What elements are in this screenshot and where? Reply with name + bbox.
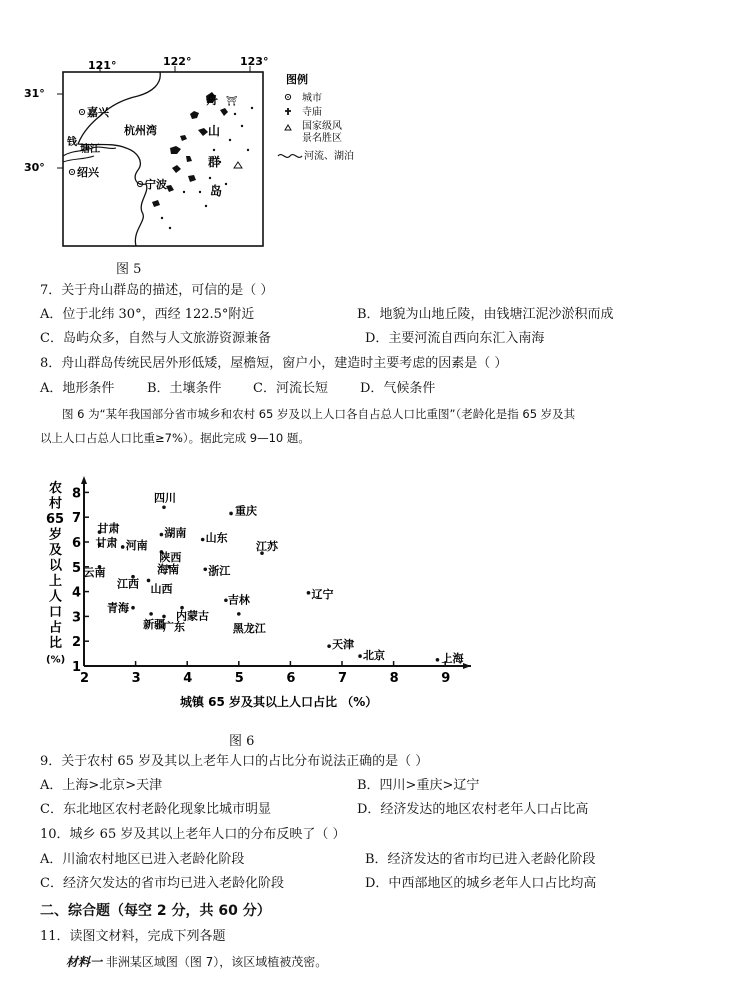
point-label-浙江: 浙江 [208,564,231,578]
point-广东 [162,615,166,619]
y-axis-label-char: 上 [49,574,63,589]
y-tick-label: 7 [72,511,82,527]
x-tick-label: 7 [338,671,348,686]
x-tick-label: 4 [183,671,193,686]
point-山东 [201,538,205,542]
q8-stem: 8．舟山群岛传统民居外形低矮，屋檐短，窗户小，建造时主要考虑的因素是（ ） [40,356,508,371]
section-2-heading: 二、综合题（每空 2 分，共 60 分） [40,903,271,919]
y-axis-label-char: 口 [49,605,63,620]
place-qun: 群 [208,155,221,169]
islands [152,92,253,229]
intro-line-1: 图 6 为“某年我国部分省市城乡和农村 65 岁及以上人口各自占总人口比重图”（老龄化是指 65 岁及其 [62,407,576,421]
point-重庆 [229,512,233,516]
q9-option-d[interactable]: D．经济发达的地区农村老年人口占比高 [357,802,589,817]
place-ningbo: 宁波 [145,178,167,191]
y-axis-label-char: 比 [49,636,63,651]
lon-label-122: 122° [163,55,192,68]
point-label-天津: 天津 [332,638,355,652]
y-axis-label-char: 65 [46,512,65,527]
point-label-广东: 广东 [162,620,185,634]
q11-material-1 [66,954,327,970]
place-shan: 山 [208,124,221,138]
aging-scatter-chart [36,472,486,716]
legend-title: 图例 [286,73,308,86]
point-label-云南: 云南 [83,565,106,579]
y-axis-label-char: 人 [49,589,63,605]
place-zhou: 舟 [206,93,219,107]
legend-city: 城市 [302,93,322,104]
point-青海 [131,606,135,610]
lat-label-30: 30° [24,161,45,174]
y-axis-label-char: 以 [49,558,63,574]
point-label-陕西: 陕西 [159,550,182,564]
q7-option-c[interactable]: C．岛屿众多，自然与人文旅游资源兼备 [40,331,271,346]
x-tick-label: 8 [389,671,399,686]
q10-option-d[interactable]: D．中西部地区的城乡老年人口占比均高 [365,876,597,891]
material-label: 材料一 [66,955,103,969]
legend-river: 河流、湖泊 [304,151,354,162]
y-axis-label-char: 村 [49,496,63,512]
q8-option-a[interactable]: A．地形条件 [40,381,115,396]
q9-option-c[interactable]: C．东北地区农村老龄化现象比城市明显 [40,802,271,817]
lon-label-121: 121° [88,59,117,72]
x-tick-label: 6 [286,671,296,686]
q10-option-b[interactable]: B．经济发达的省市均已进入老龄化阶段 [365,852,596,867]
point-label-新疆: 新疆 [143,617,166,631]
lon-label-123: 123° [240,55,269,68]
point-label-江西: 江西 [117,577,140,591]
point-天津 [327,644,331,648]
legend-temple: 寺庙 [302,107,322,118]
y-tick-label: 8 [72,486,82,502]
place-jiaxing: 嘉兴 [87,106,109,119]
point-label-甘肃: 甘肃 [95,536,118,550]
map-legend [278,72,354,162]
q9-stem: 9．关于农村 65 岁及其以上老年人口的占比分布说法正确的是（ ） [40,754,429,769]
figure5-caption: 图 5 [116,262,142,277]
point-label-上海: 上海 [441,651,464,665]
q8-option-c[interactable]: C．河流长短 [253,381,328,396]
q7-option-b[interactable]: B．地貌为山地丘陵，由钱塘江泥沙淤积而成 [357,307,614,322]
y-axis-label-char: 及 [49,543,63,558]
x-tick-label: 5 [234,671,244,686]
place-qian: 钱 [67,137,77,148]
point-label-海南: 海南 [157,562,180,576]
lat-label-31: 31° [24,87,45,100]
point-label-山东: 山东 [205,531,228,545]
point-label-黑龙江: 黑龙江 [232,621,266,635]
coastline [78,72,160,246]
q8-option-b[interactable]: B．土壤条件 [147,381,222,396]
q11-stem: 11．读图文材料，完成下列各题 [40,929,226,944]
point-label-江苏: 江苏 [256,540,279,554]
point-浙江 [203,567,207,571]
point-四川 [162,505,166,509]
point-label-吉林: 吉林 [227,593,250,607]
y-tick-label: 1 [72,660,82,675]
x-axis-arrow [463,663,471,669]
chart-points [83,491,464,665]
y-tick-label: 5 [72,560,82,576]
q7-option-d[interactable]: D．主要河流自西向东汇入南海 [365,331,545,346]
point-label-四川: 四川 [153,491,176,505]
point-北京 [358,654,362,658]
y-tick-label: 4 [72,585,82,601]
y-axis-label [46,480,65,666]
x-axis-label: 城镇 65 岁及其以上人口占比 （%） [180,695,378,709]
point-label-青海: 青海 [107,601,130,615]
x-tick-label: 3 [131,671,141,686]
point-label-重庆: 重庆 [235,504,258,518]
y-tick-label: 3 [72,610,82,626]
q9-option-a[interactable]: A．上海>北京>天津 [40,778,163,793]
legend-scenic-2: 景名胜区 [302,133,342,144]
point-label-内蒙古: 内蒙古 [176,609,210,623]
figure6-caption: 图 6 [229,734,255,749]
point-label-甘肃: 甘肃 [97,522,120,536]
point-新疆 [149,612,153,616]
y-axis-label-char: 农 [49,481,63,496]
intro-line-2: 以上人口占总人口比重≥7%）。据此完成 9—10 题。 [40,431,310,445]
q9-option-b[interactable]: B．四川>重庆>辽宁 [357,778,480,793]
q7-option-a[interactable]: A．位于北纬 30°，西经 122.5°附近 [40,307,255,322]
y-axis-label-char: 岁 [49,527,63,543]
point-黑龙江 [237,612,241,616]
chart-axes [81,476,471,669]
scenic-marker [234,162,242,168]
point-辽宁 [307,591,311,595]
y-tick-label: 6 [72,536,82,551]
place-dao: 岛 [210,184,223,198]
q10-stem: 10．城乡 65 岁及其以上老年人口的分布反映了（ ） [40,827,346,842]
point-label-河南: 河南 [125,538,148,552]
q8-option-d[interactable]: D．气候条件 [360,381,436,396]
legend-scenic-1: 国家级风 [302,121,342,132]
place-hangzhouwan: 杭州湾 [124,124,157,137]
point-label-山西: 山西 [150,582,173,596]
y-axis-label-char: (%) [46,654,66,666]
point-湖南 [160,533,164,537]
material-text: 非洲某区域图（图 7），该区域植被茂密。 [102,955,328,969]
zhoushan-map [20,52,380,252]
y-axis-arrow [81,476,87,484]
x-tick-label: 9 [441,671,451,686]
place-tangjiang: 塘江 [80,144,100,155]
q7-stem: 7．关于舟山群岛的描述，可信的是（ ） [40,283,274,298]
point-label-辽宁: 辽宁 [311,587,334,601]
point-label-湖南: 湖南 [164,526,187,540]
y-tick-label: 2 [72,635,82,651]
temple-marker: ⛩ [226,97,238,107]
q10-option-c[interactable]: C．经济欠发达的省市均已进入老龄化阶段 [40,876,284,891]
point-河南 [121,545,125,549]
point-label-北京: 北京 [363,649,386,663]
x-tick-label: 2 [80,671,90,686]
q10-option-a[interactable]: A．川渝农村地区已进入老龄化阶段 [40,852,245,867]
y-axis-label-char: 占 [49,620,63,636]
place-shaoxing: 绍兴 [77,166,99,179]
point-上海 [436,658,440,662]
